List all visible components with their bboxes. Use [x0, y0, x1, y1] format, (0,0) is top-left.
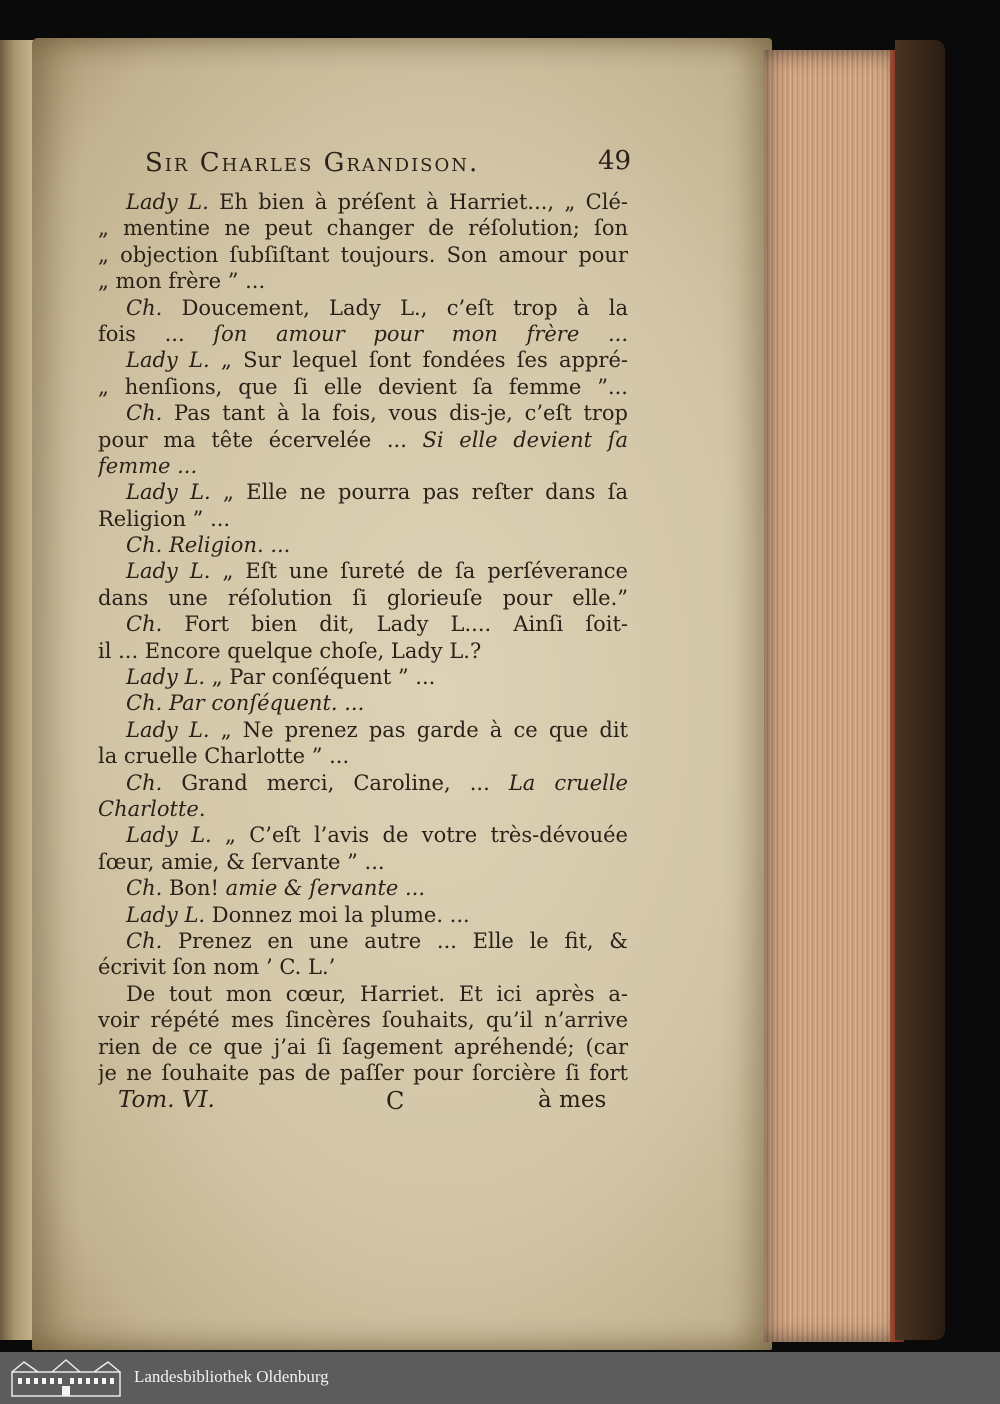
- speaker-name: Lady L.: [126, 559, 211, 584]
- line-text: il ... Encore quelque choſe, Lady L.?: [98, 638, 482, 663]
- facing-page-sliver: [0, 40, 36, 1340]
- line-italic-text: Si elle devient ſa: [422, 427, 628, 452]
- text-line: [98, 427, 628, 453]
- catchword: à mes: [538, 1087, 607, 1113]
- line-italic-text: Charlotte.: [98, 796, 206, 821]
- line-text: „ C’eſt l’avis de votre très-dévouée: [211, 823, 628, 848]
- line-text: „ objection ſubſiſtant toujours. Son amour pour: [98, 242, 628, 267]
- text-line: [98, 242, 628, 268]
- text-line: [98, 558, 628, 584]
- line-text: rien de ce que j’ai ſi ſagement apréhendé; (car: [98, 1034, 628, 1059]
- text-line: [98, 347, 628, 373]
- line-text: De tout mon cœur, Harriet. Et ici après a-: [126, 981, 628, 1006]
- line-text: „ Eſt une ſureté de ſa perſéverance: [210, 559, 628, 584]
- page-block-edge: [764, 50, 904, 1342]
- text-line: [98, 849, 628, 875]
- text-line: [98, 981, 628, 1007]
- text-line: [98, 1034, 628, 1060]
- speaker-name: Ch.: [126, 612, 163, 637]
- line-text: Prenez en une autre ... Elle le fit, &: [162, 928, 628, 953]
- speaker-name: Lady L.: [126, 348, 210, 373]
- running-title-text: Sir Charles Grandison.: [145, 148, 480, 178]
- volume-signature: Tom. VI.: [118, 1087, 215, 1113]
- page-body: [98, 189, 628, 1086]
- speaker-name: Ch.: [126, 928, 163, 953]
- text-line: [98, 506, 628, 532]
- line-italic-text: femme ...: [98, 453, 198, 478]
- speaker-name: Ch.: [126, 770, 163, 795]
- library-banner: [0, 1352, 1000, 1404]
- line-text: Eh bien à préſent à Harriet..., „ Clé-: [208, 190, 628, 214]
- text-line: [98, 1007, 628, 1033]
- line-italic-text: amie & ſervante ...: [225, 876, 426, 901]
- text-line: [98, 400, 628, 426]
- signature-mark: C: [386, 1087, 405, 1115]
- text-line: [98, 611, 628, 637]
- speaker-name: Ch.: [126, 401, 163, 426]
- text-line: [98, 585, 628, 611]
- page-footer: [118, 1087, 618, 1117]
- text-line: [98, 215, 628, 241]
- line-italic-text: La cruelle: [508, 770, 628, 795]
- speaker-name: Lady L.: [126, 717, 210, 742]
- line-text: „ henſions, que ſi elle devient ſa femme ”...: [98, 374, 628, 399]
- line-text: „ Elle ne pourra pas reſter dans ſa: [210, 480, 628, 505]
- line-text: écrivit ſon nom ’ C. L.’: [98, 955, 336, 980]
- line-text: „ Ne prenez pas garde à ce que dit: [209, 717, 628, 742]
- text-line: [98, 638, 628, 664]
- running-title: [145, 148, 635, 178]
- text-line: [98, 796, 628, 822]
- speaker-name: Ch.: [126, 295, 163, 320]
- speaker-name: Lady L.: [126, 823, 212, 848]
- speaker-name: Ch.: [126, 876, 163, 901]
- text-line: [98, 189, 628, 215]
- text-line: [98, 453, 628, 479]
- text-line: [98, 954, 628, 980]
- speaker-name: Ch.: [126, 691, 163, 716]
- line-text: ſœur, amie, & ſervante ” ...: [98, 849, 385, 874]
- line-text: dans une réſolution ſi glorieuſe pour elle.”: [98, 585, 628, 610]
- speaker-name: Lady L.: [126, 902, 206, 927]
- line-text: Fort bien dit, Lady L.... Ainſi ſoit-: [162, 612, 628, 637]
- text-line: [98, 928, 628, 954]
- text-line: [98, 902, 628, 928]
- line-text: Religion ” ...: [98, 506, 231, 531]
- line-italic-text: Par conſéquent. ...: [168, 691, 365, 716]
- line-text: la cruelle Charlotte ” ...: [98, 744, 350, 769]
- text-line: [98, 875, 628, 901]
- book-cover-edge: [895, 40, 945, 1340]
- library-building-icon: [10, 1358, 122, 1398]
- line-text: „ mon frère ” ...: [98, 269, 266, 294]
- speaker-name: Lady L.: [126, 190, 209, 214]
- line-text: Doucement, Lady L., c’eſt trop à la: [162, 295, 628, 320]
- line-italic-text: Religion. ...: [168, 533, 291, 558]
- text-line: [98, 664, 628, 690]
- line-text: [162, 691, 169, 715]
- text-line: [98, 321, 628, 347]
- line-text: pour ma tête écervelée ...: [98, 427, 423, 452]
- text-line: [98, 532, 628, 558]
- line-italic-text: ſon amour pour mon frère ...: [213, 321, 628, 346]
- line-text: je ne ſouhaite pas de paſſer pour ſorcière ſi fort: [98, 1060, 628, 1085]
- speaker-name: Lady L.: [126, 665, 206, 690]
- line-text: „ Sur lequel ſont fondées ſes appré-: [209, 348, 628, 373]
- line-text: „ mentine ne peut changer de réſolution; ſon: [98, 216, 628, 241]
- line-text: [162, 533, 169, 557]
- speaker-name: Lady L.: [126, 480, 211, 505]
- text-line: [98, 690, 628, 716]
- line-text: voir répété mes ſincères ſouhaits, qu’il n’arrive: [98, 1008, 628, 1033]
- text-line: [98, 717, 628, 743]
- text-line: [98, 743, 628, 769]
- text-line: [98, 770, 628, 796]
- line-text: „ Par conſéquent ” ...: [205, 665, 436, 690]
- speaker-name: Ch.: [126, 533, 163, 558]
- line-text: Bon!: [162, 876, 226, 901]
- line-text: fois ...: [98, 321, 214, 346]
- page-number: 49: [598, 146, 632, 176]
- text-line: [98, 822, 628, 848]
- text-line: [98, 479, 628, 505]
- text-line: [98, 1060, 628, 1086]
- line-text: Grand merci, Caroline, ...: [162, 770, 509, 795]
- text-line: [98, 374, 628, 400]
- text-line: [98, 295, 628, 321]
- line-text: Pas tant à la fois, vous dis-je, c’eſt trop: [162, 401, 628, 426]
- text-line: [98, 268, 628, 294]
- line-text: Donnez moi la plume. ...: [205, 902, 470, 927]
- library-name: Landesbibliothek Oldenburg: [134, 1367, 329, 1386]
